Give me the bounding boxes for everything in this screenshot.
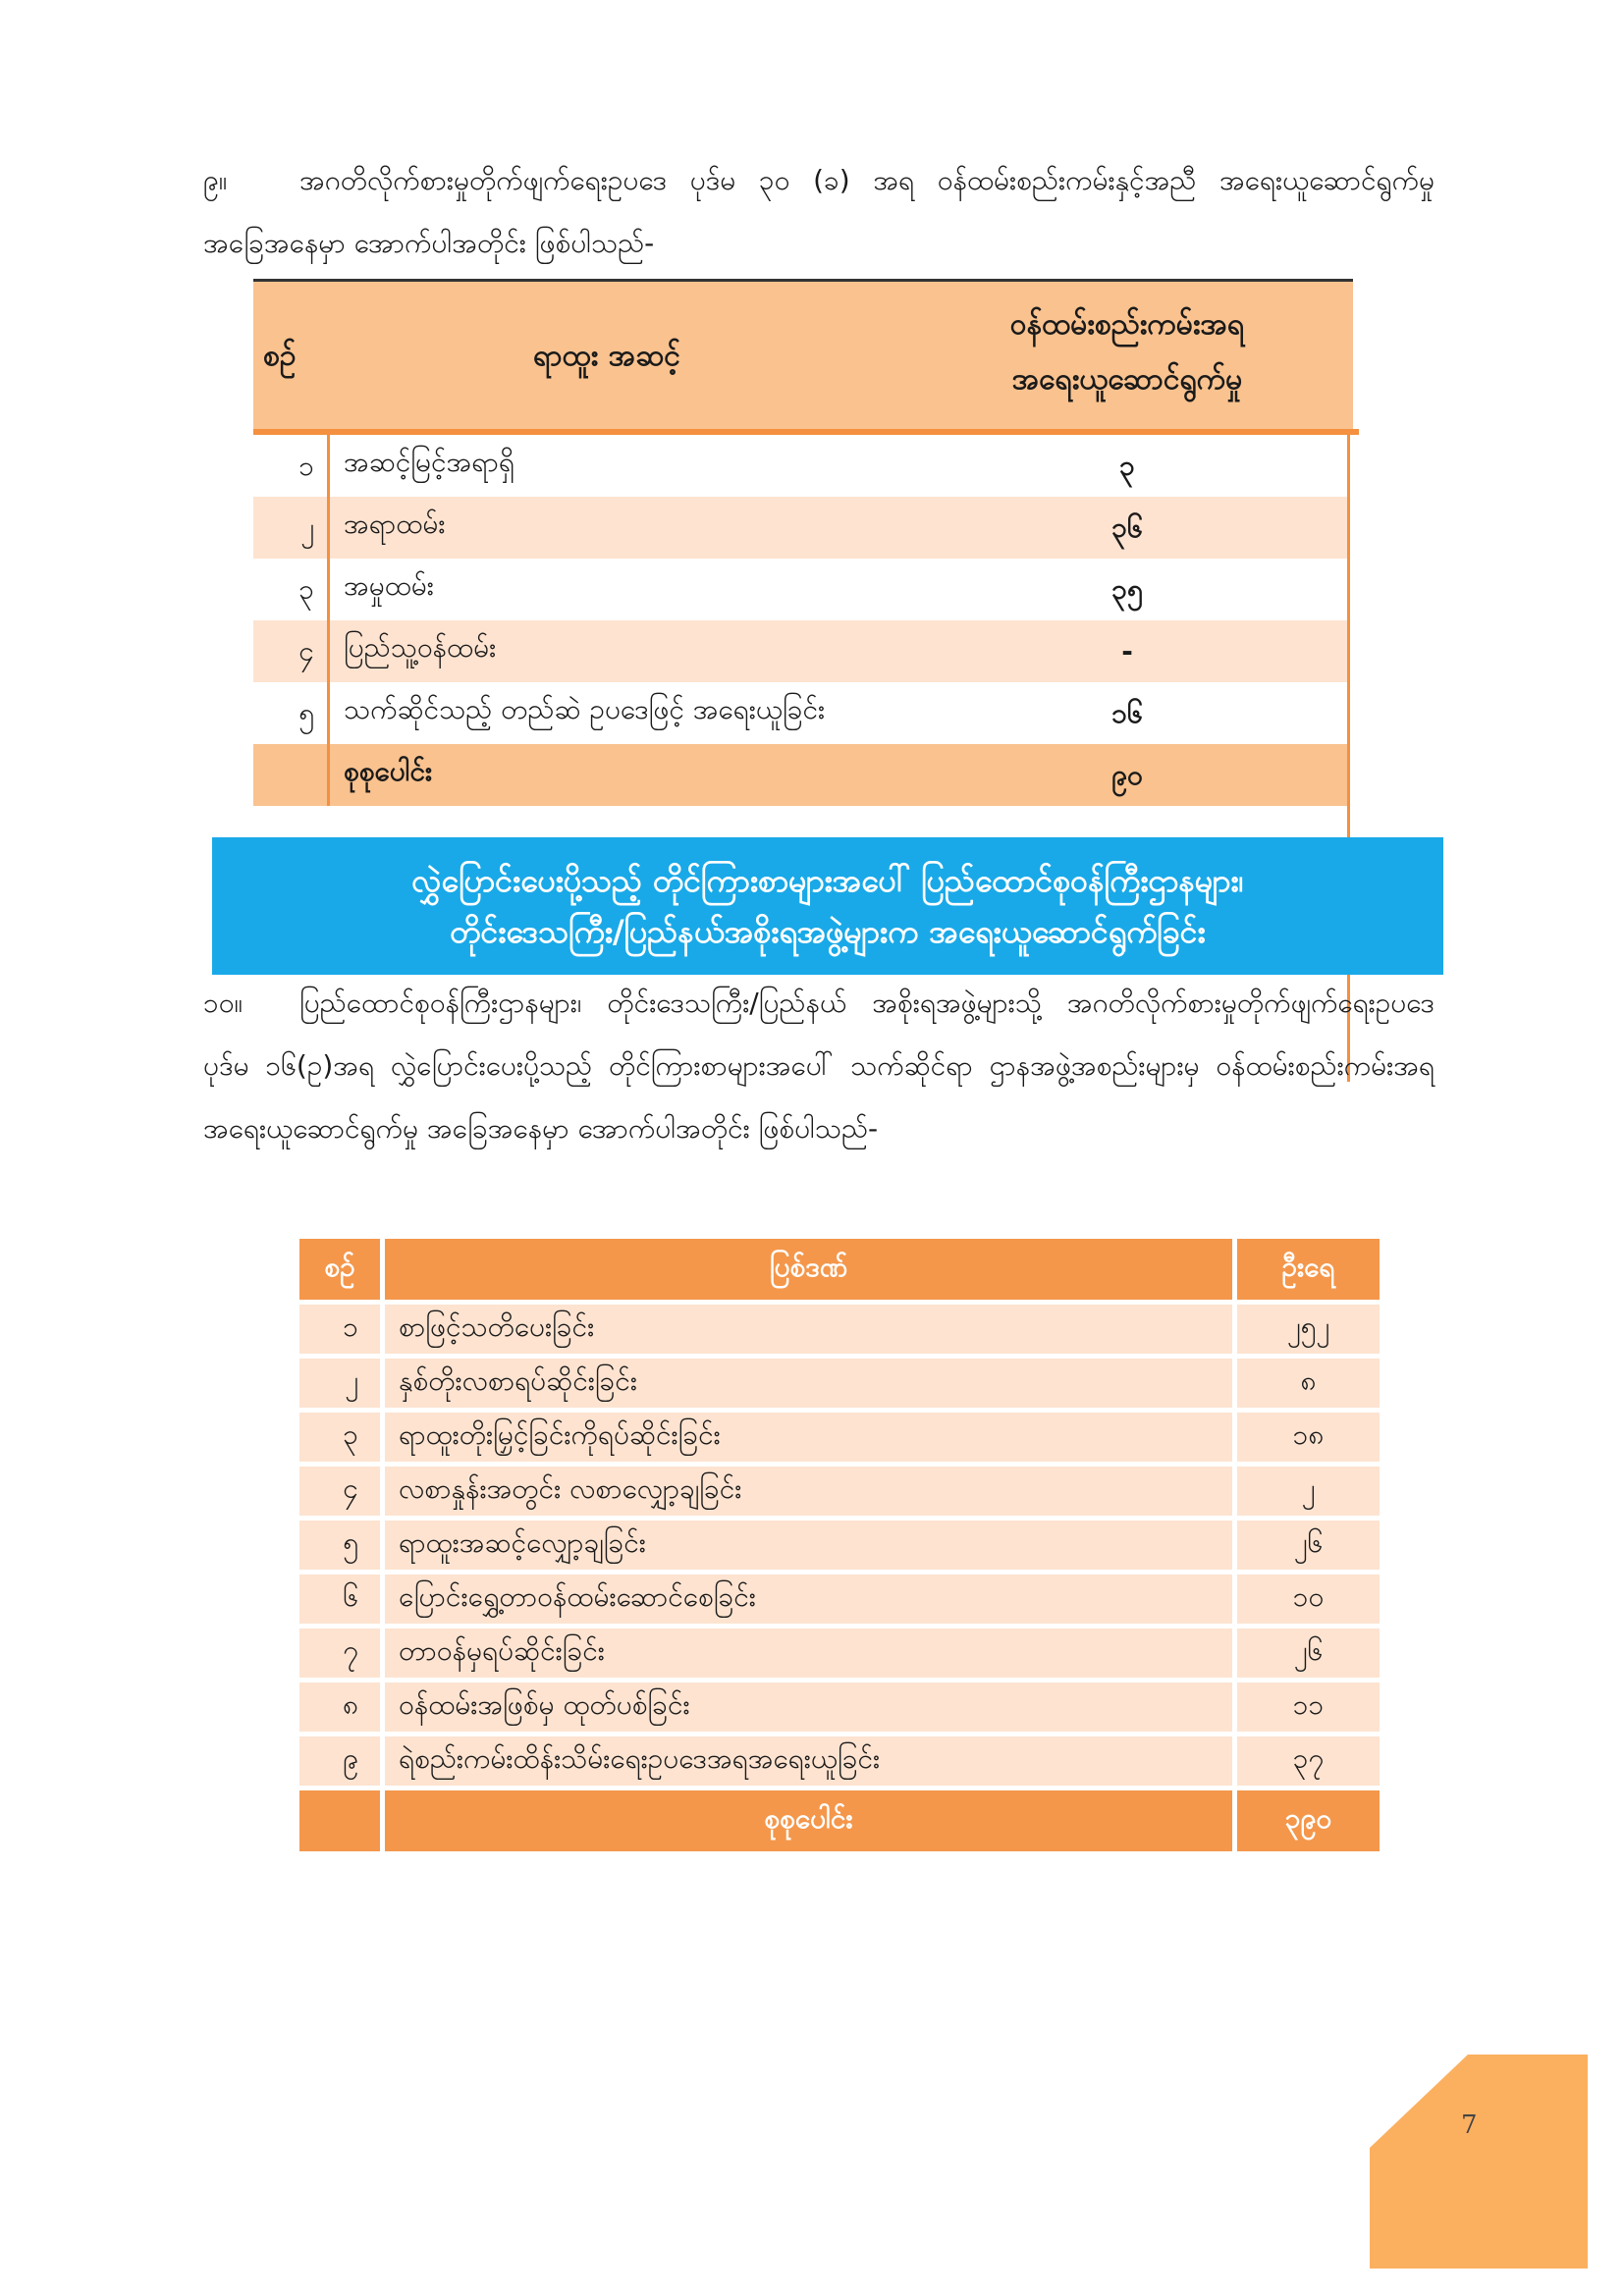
row-rank: အမှုထမ်း [344,569,434,602]
paragraph-number: ၁၀။ [203,987,243,1019]
row-count: ၃၇ [1237,1736,1380,1786]
header-serial-no: စဉ် [299,1239,380,1300]
row-count: ၃၆ [1111,511,1143,544]
row-serial-no: ၅ [299,1521,380,1570]
paragraph-number: ၉။ [203,164,228,196]
table-row [299,1736,1380,1786]
row-count: ၁၁ [1237,1682,1380,1732]
table-row [253,497,1347,559]
row-count: ၂၅၂ [1237,1305,1380,1354]
total-blank-cell [299,1790,380,1851]
row-serial-no: ၁ [299,1305,380,1354]
banner-line-2: တိုင်းဒေသကြီး/ပြည်နယ်အစိုးရအဖွဲ့များက အရေးယူဆောင်ရွက်ခြင်း [450,913,1206,950]
row-serial-no: ၈ [299,1682,380,1732]
table-row [253,559,1347,620]
table-row [253,435,1347,497]
total-value: ၉၀ [1111,759,1143,791]
total-label: စုစုပေါင်း [385,1790,1232,1851]
table-row [253,620,1347,682]
row-penalty: ရာထူးတိုးမြှင့်ခြင်းကိုရပ်ဆိုင်းခြင်း [385,1413,1232,1462]
table-total-row [253,744,1347,806]
table-total-row [299,1790,1380,1851]
row-penalty: စာဖြင့်သတိပေးခြင်း [385,1305,1232,1354]
row-count: ၁၀ [1237,1575,1380,1624]
table-row [299,1521,1380,1570]
table-row [299,1575,1380,1624]
row-penalty: ဝန်ထမ်းအဖြစ်မှ ထုတ်ပစ်ခြင်း [385,1682,1232,1732]
row-count: ၁၆ [1111,697,1143,729]
page-corner-decoration [1370,2055,1588,2269]
row-count: ၁၈ [1237,1413,1380,1462]
row-count: ၂၆ [1237,1521,1380,1570]
header-rank: ရာထူး အဆင့် [533,339,680,373]
column-divider [327,744,330,806]
row-penalty: ရဲစည်းကမ်းထိန်းသိမ်းရေးဥပဒေအရအရေးယူခြင်း [385,1736,1232,1786]
header-count: ဦးရေ [1237,1239,1380,1300]
table-body [253,435,1347,806]
row-serial-no: ၃ [299,1413,380,1462]
paragraph-9 [203,149,1435,275]
column-divider [327,497,330,559]
row-serial-no: ၄ [298,635,314,667]
row-serial-no: ၆ [299,1575,380,1624]
table-row [299,1359,1380,1408]
row-count: ၃၅ [1111,573,1143,606]
row-serial-no: ၂ [299,1359,380,1408]
row-serial-no: ၂ [300,511,314,544]
table-header [253,282,1353,429]
column-divider [327,682,330,744]
header-action-count [921,297,1333,407]
total-count: ၃၉၀ [1237,1790,1380,1851]
row-serial-no: ၃ [298,573,314,606]
paragraph-10 [203,972,1435,1160]
column-divider [327,620,330,682]
header-penalty: ပြစ်ဒဏ် [385,1239,1232,1300]
row-serial-no: ၅ [298,697,314,729]
paragraph-text: အဂတိလိုက်စားမှုတိုက်ဖျက်ရေးဥပဒေ ပုဒ်မ ၃၀ (ခ) အရ ဝန်ထမ်းစည်းကမ်းနှင့်အညီ အရေးယူဆောင်ရွက်မှု အခြေအနေမှာ အောက်ပါအတိုင်း ဖြစ်ပါသည်- [203,164,1435,259]
row-rank: အရာထမ်း [344,507,446,540]
row-serial-no: ၁ [298,450,314,482]
row-count: ၃ [1119,450,1135,482]
header-action-count-line2: အရေးယူဆောင်ရွက်မှု [1011,362,1243,397]
row-penalty: ပြောင်းရွှေ့တာဝန်ထမ်းဆောင်စေခြင်း [385,1575,1232,1624]
header-action-count-line1: ဝန်ထမ်းစည်းကမ်းအရ [1009,307,1245,342]
table-row [299,1467,1380,1516]
row-penalty: လစာနှုန်းအတွင်း လစာလျှော့ချခြင်း [385,1467,1232,1516]
header-serial-no: စဉ် [263,339,297,373]
table-row [299,1682,1380,1732]
column-divider [327,435,330,497]
table-header [299,1239,1380,1300]
row-rank: ပြည်သူ့ဝန်ထမ်း [344,631,497,664]
row-count: - [1121,635,1133,667]
row-penalty: နှစ်တိုးလစာရပ်ဆိုင်းခြင်း [385,1359,1232,1408]
banner-line-1: လွှဲပြောင်းပေးပို့သည့် တိုင်ကြားစာများအပေါ် ပြည်ထောင်စုဝန်ကြီးဌာနများ၊ [411,862,1244,899]
row-serial-no [253,744,314,806]
paragraph-text: ပြည်ထောင်စုဝန်ကြီးဌာနများ၊ တိုင်းဒေသကြီး/ပြည်နယ် အစိုးရအဖွဲ့များသို့ အဂတိလိုက်စားမှုတိုက်ဖျက်ရေးဥပဒေ ပုဒ်မ ၁၆(ဥ)အရ လွှဲပြောင်းပေးပို့သည့် တိုင်ကြားစာများအပေါ် သက်ဆိုင်ရာ ဌာနအဖွဲ့အစည်းများမှ ဝန်ထမ်းစည်းကမ်းအရ အရေးယူဆောင်ရွက်မှု အခြေအနေမှာ အောက်ပါအတိုင်း ဖြစ်ပါသည်- [203,987,1435,1145]
column-divider [327,559,330,620]
row-penalty: တာဝန်မှရပ်ဆိုင်းခြင်း [385,1629,1232,1678]
table-row [299,1413,1380,1462]
row-serial-no: ၉ [299,1736,380,1786]
row-rank: အဆင့်မြင့်အရာရှိ [344,446,514,478]
row-serial-no: ၄ [299,1467,380,1516]
penalty-table [299,1239,1380,1856]
row-serial-no: ၇ [299,1629,380,1678]
row-rank: သက်ဆိုင်သည့် တည်ဆဲ ဥပဒေဖြင့် အရေးယူခြင်း [344,693,826,725]
row-count: ၈ [1237,1359,1380,1408]
row-count: ၂ [1237,1467,1380,1516]
row-penalty: ရာထူးအဆင့်လျှော့ချခြင်း [385,1521,1232,1570]
row-count: ၂၆ [1237,1629,1380,1678]
table-row [299,1629,1380,1678]
table-row [299,1305,1380,1354]
section-banner [212,837,1443,975]
table-row [253,682,1347,744]
page-number: 7 [1461,2110,1478,2140]
total-label: စုစုပေါင်း [344,755,433,787]
